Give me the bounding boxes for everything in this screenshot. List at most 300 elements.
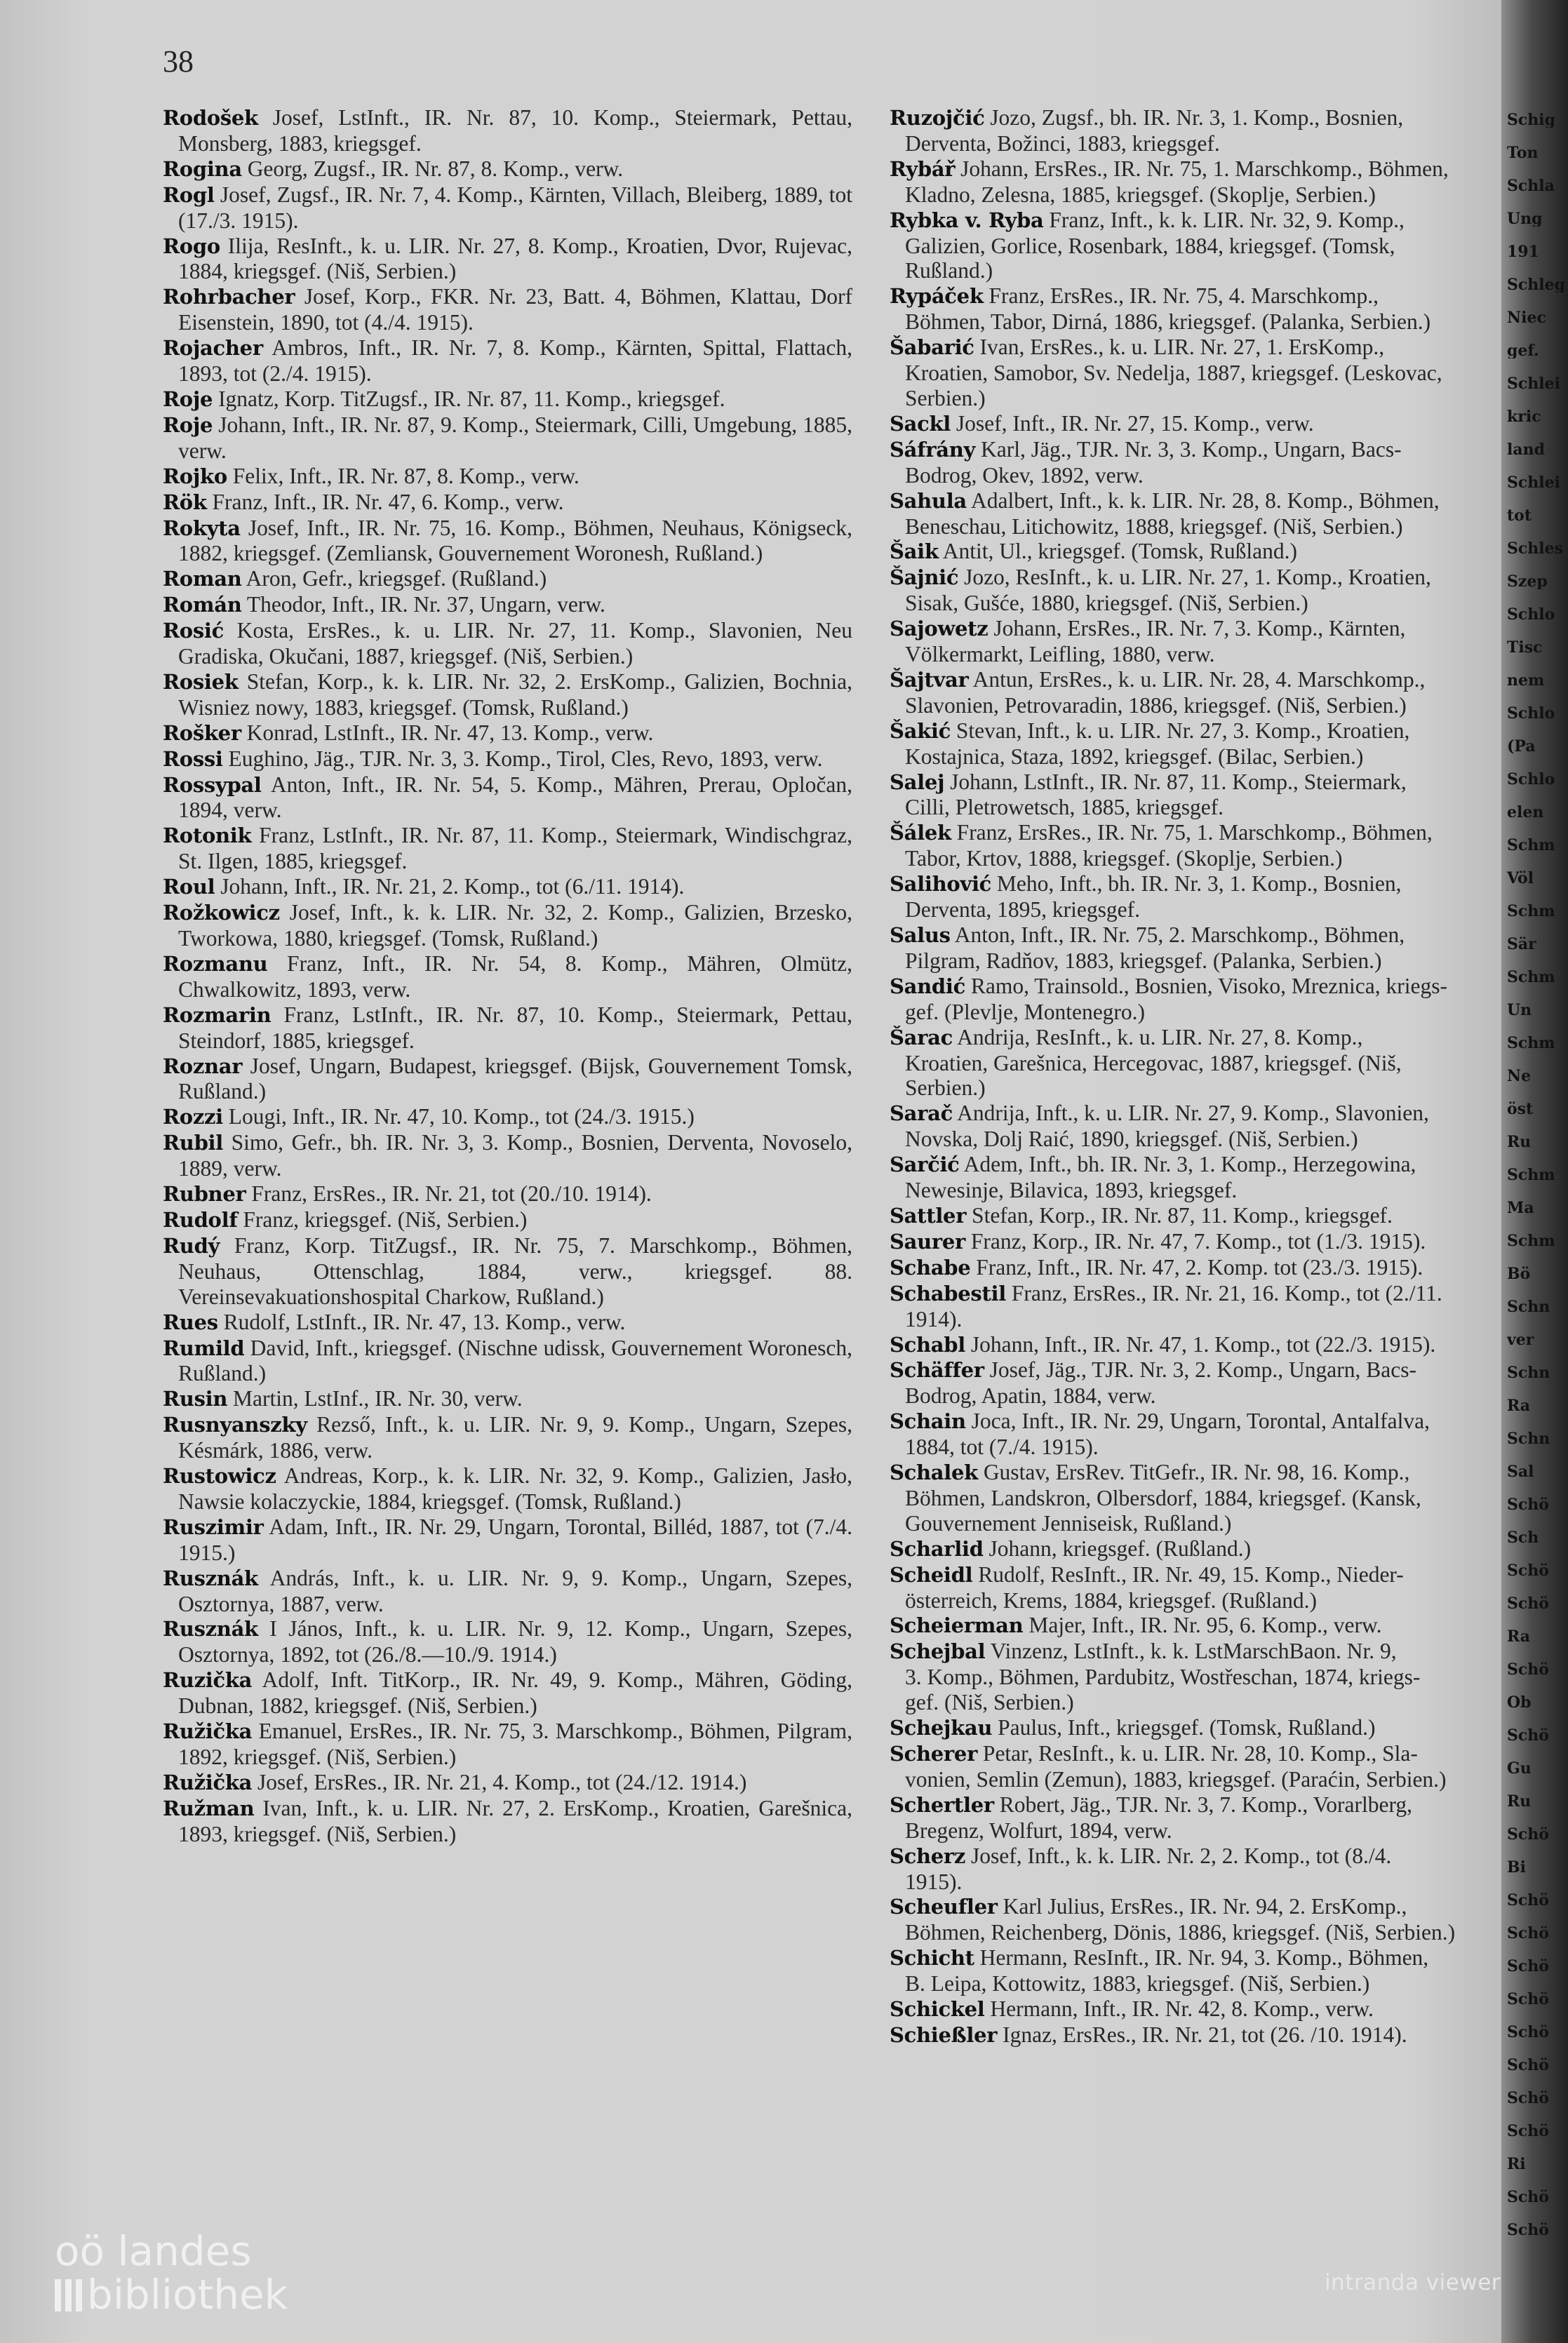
entry-details: Paulus, Inft., kriegsgef. (Tomsk, Rußland.) — [992, 1715, 1376, 1740]
register-entry — [163, 772, 852, 824]
entry-surname: Scherer — [890, 1742, 978, 1766]
next-page-fragment: Ton — [1507, 145, 1539, 161]
register-entry — [890, 463, 1521, 488]
entry-details: Antit, Ul., kriegsgef. (Tomsk, Rußland.) — [938, 539, 1298, 564]
next-page-fragment: Schig — [1507, 112, 1556, 128]
entry-details: Bodrog, Apatin, 1884, verw. — [905, 1383, 1156, 1409]
register-entry — [163, 669, 852, 720]
register-entry — [163, 1770, 852, 1796]
register-entry — [163, 1719, 852, 1770]
logo-bars-icon — [55, 2279, 83, 2311]
register-entry — [890, 1127, 1521, 1152]
entry-details: Johann, ErsRes., IR. Nr. 75, 1. Marschkomp., Böhmen, — [955, 156, 1449, 181]
entry-surname: Schabl — [890, 1332, 965, 1357]
entry-details: Galizien, Gorlice, Rosenbark, 1884, kriegsgef. (Tomsk, — [905, 233, 1395, 258]
next-page-fragment: land — [1507, 442, 1545, 457]
entry-details: Newesinje, Bilavica, 1893, kriegsgef. — [905, 1178, 1238, 1203]
next-page-fragment: Ung — [1507, 211, 1543, 227]
register-entry — [890, 208, 1521, 234]
entry-details: 1884, tot (7./4. 1915). — [905, 1435, 1099, 1460]
entry-surname: Šajnić — [890, 565, 959, 590]
register-entry — [163, 823, 852, 874]
page-number: 38 — [163, 44, 194, 79]
next-page-edge — [1501, 0, 1568, 2343]
register-entry — [163, 182, 852, 234]
entry-details: Franz, ErsRes., IR. Nr. 21, tot (20./10. 1914). — [246, 1181, 652, 1207]
register-entry — [890, 1357, 1521, 1383]
register-entry — [163, 1796, 852, 1847]
entry-details: Ivan, Inft., k. u. LIR. Nr. 27, 2. ErsKomp., Kroatien, Garešnica, 1893, kriegsgef. (Niš, Serbien.) — [178, 1795, 852, 1846]
entry-surname: Roznar — [163, 1054, 243, 1078]
next-page-fragment: ver — [1507, 1332, 1534, 1348]
register-entry — [890, 1767, 1521, 1792]
right-column — [890, 105, 1521, 2048]
next-page-fragment: Gu — [1507, 1761, 1532, 1776]
entry-details: Franz, ErsRes., IR. Nr. 21, 16. Komp., tot (2./11. — [1005, 1280, 1442, 1305]
register-entry — [890, 974, 1521, 1000]
entry-details: Adolf, Inft. TitKorp., IR. Nr. 49, 9. Komp., Mähren, Göding, Dubnan, 1882, kriegsgef. (Niš, Serbien.) — [178, 1667, 852, 1719]
next-page-fragment: Sch — [1507, 1530, 1539, 1545]
register-entry — [890, 1613, 1521, 1639]
register-entry — [890, 1665, 1521, 1690]
entry-surname: Rozmarin — [163, 1002, 272, 1027]
entry-surname: Sarčić — [890, 1153, 960, 1177]
register-entry — [163, 335, 852, 387]
entry-surname: Šaik — [890, 539, 939, 564]
register-entry — [163, 1566, 852, 1617]
entry-surname: Schejbal — [890, 1639, 986, 1664]
entry-surname: Rogina — [163, 156, 242, 181]
entry-details: Josef, Inft., IR. Nr. 27, 15. Komp., verw. — [951, 410, 1314, 436]
entry-details: Franz, Inft., IR. Nr. 47, 2. Komp. tot (23./3. 1915). — [970, 1254, 1423, 1280]
register-entry — [890, 820, 1521, 846]
register-entry — [163, 1002, 852, 1054]
register-entry — [890, 105, 1521, 131]
next-page-fragment: Szep — [1507, 574, 1548, 589]
register-entry — [163, 1181, 852, 1207]
next-page-fragment: Schn — [1507, 1431, 1550, 1446]
entry-details: österreich, Krems, 1884, kriegsgef. (Rußland.) — [905, 1587, 1317, 1613]
entry-surname: Rotonik — [163, 824, 252, 848]
entry-surname: Rudolf — [163, 1207, 238, 1232]
entry-surname: Šarac — [890, 1025, 953, 1049]
register-entry — [163, 720, 852, 746]
library-logo — [55, 2229, 288, 2316]
entry-surname: Ruzojčić — [890, 106, 985, 130]
entry-surname: Rošker — [163, 720, 241, 745]
register-entry — [163, 490, 852, 516]
entry-surname: Rubil — [163, 1131, 223, 1155]
entry-details: Franz, Inft., k. k. LIR. Nr. 32, 9. Komp., — [1043, 207, 1405, 232]
entry-details: Anton, Inft., IR. Nr. 75, 2. Marschkomp., Böhmen, — [950, 922, 1405, 947]
register-entry — [890, 616, 1521, 642]
entry-surname: Rožkowicz — [163, 901, 280, 925]
entry-details: Johann, Inft., IR. Nr. 47, 1. Komp., tot (22./3. 1915). — [965, 1331, 1436, 1357]
entry-surname: Schain — [890, 1409, 966, 1434]
entry-surname: Rumild — [163, 1336, 245, 1360]
entry-surname: Rossi — [163, 746, 223, 771]
entry-details: Franz, ErsRes., IR. Nr. 75, 4. Marschkomp., — [983, 283, 1379, 309]
register-entry — [890, 922, 1521, 948]
entry-details: Andreas, Korp., k. k. LIR. Nr. 32, 9. Komp., Galizien, Jasło, Nawsie kolaczyckie, 1884, kriegsgef. (Tomsk, Rußland.) — [178, 1463, 852, 1514]
entry-details: Kosta, ErsRes., k. u. LIR. Nr. 27, 11. Komp., Slavonien, Neu Gradiska, Okučani, 1887, kriegsgef. (Niš, Serbien.) — [178, 618, 852, 669]
entry-details: Johann, ErsRes., IR. Nr. 7, 3. Komp., Kärnten, — [988, 616, 1406, 641]
entry-surname: Ružička — [163, 1770, 253, 1794]
register-entry — [890, 1332, 1521, 1358]
register-entry — [163, 412, 852, 464]
entry-details: Anton, Inft., IR. Nr. 54, 5. Komp., Mähren, Prerau, Opločan, 1894, verw. — [178, 772, 852, 823]
entry-details: 1915). — [905, 1869, 963, 1894]
register-entry — [890, 1996, 1521, 2022]
entry-details: Johann, LstInft., IR. Nr. 87, 11. Komp., Steiermark, — [944, 769, 1407, 794]
entry-details: Serbien.) — [905, 1075, 986, 1101]
register-entry — [890, 156, 1521, 182]
register-entry — [890, 1536, 1521, 1562]
register-entry — [890, 1690, 1521, 1715]
register-entry — [163, 1386, 852, 1412]
entry-details: Gustav, ErsRev. TitGefr., IR. Nr. 98, 16. Komp., — [977, 1460, 1410, 1485]
entry-details: Josef, Korp., FKR. Nr. 23, Batt. 4, Böhmen, Klattau, Dorf Eisenstein, 1890, tot (4./4. 1915). — [178, 284, 852, 335]
entry-details: Ilija, ResInft., k. u. LIR. Nr. 27, 8. Komp., Kroatien, Dvor, Rujevac, 1884, kriegsgef. (Niš, Serbien.) — [178, 233, 852, 284]
next-page-fragment: Schö — [1507, 1827, 1549, 1842]
entry-details: Petar, ResInft., k. u. LIR. Nr. 28, 10. Komp., Sla- — [977, 1741, 1418, 1766]
next-page-fragment: Ri — [1507, 2156, 1526, 2172]
next-page-fragment: Schö — [1507, 1959, 1549, 1974]
entry-details: Josef, Inft., IR. Nr. 75, 16. Komp., Böhmen, Neuhaus, Königseck, 1882, kriegsgef. (Zemliansk, Gouvernement Woronesh, Rußland.) — [178, 515, 852, 566]
logo-line-1: oö landes — [55, 2227, 252, 2275]
entry-details: Joca, Inft., IR. Nr. 29, Ungarn, Torontal, Antalfalva, — [965, 1409, 1430, 1434]
register-entry — [163, 464, 852, 490]
entry-surname: Schertler — [890, 1792, 994, 1817]
entry-surname: Rubner — [163, 1182, 246, 1207]
register-entry — [163, 874, 852, 900]
next-page-fragment: Schm — [1507, 904, 1555, 919]
register-entry — [890, 871, 1521, 897]
entry-details: Emanuel, ErsRes., IR. Nr. 75, 3. Marschkomp., Böhmen, Pilgram, 1892, kriegsgef. (Niš, Serbien.) — [178, 1719, 852, 1769]
entry-details: Franz, Korp., IR. Nr. 47, 7. Komp., tot (1./3. 1915). — [965, 1228, 1426, 1254]
register-entry — [163, 156, 852, 182]
entry-surname: Rojko — [163, 464, 227, 488]
entry-details: Sisak, Gušće, 1880, kriegsgef. (Niš, Serbien.) — [905, 591, 1308, 616]
register-entry — [890, 488, 1521, 514]
entry-surname: Salej — [890, 770, 945, 794]
register-entry — [890, 361, 1521, 386]
next-page-fragment: Schm — [1507, 838, 1555, 853]
entry-surname: Saurer — [890, 1229, 966, 1254]
entry-surname: Rogo — [163, 234, 220, 258]
next-page-fragment: Schö — [1507, 1596, 1549, 1611]
register-entry — [890, 1409, 1521, 1435]
register-entry — [890, 258, 1521, 283]
register-entry — [163, 1233, 852, 1310]
entry-details: Josef, Zugsf., IR. Nr. 7, 4. Komp., Kärnten, Villach, Bleiberg, 1889, tot (17./3. 1915). — [178, 182, 852, 233]
next-page-fragment: elen — [1507, 805, 1544, 820]
next-page-fragment: Schö — [1507, 2057, 1549, 2073]
entry-details: Josef, Inft., k. k. LIR. Nr. 2, 2. Komp., tot (8./4. — [965, 1843, 1392, 1868]
entry-surname: Rogl — [163, 182, 215, 207]
entry-details: Josef, LstInft., IR. Nr. 87, 10. Komp., Steiermark, Pettau, Monsberg, 1883, kriegsgef. — [178, 105, 852, 156]
entry-details: B. Leipa, Kottowitz, 1883, kriegsgef. (Niš, Serbien.) — [905, 1971, 1370, 1996]
register-entry — [163, 746, 852, 772]
register-entry — [890, 411, 1521, 437]
next-page-fragment: Ru — [1507, 1134, 1532, 1150]
entry-surname: Rudý — [163, 1233, 220, 1258]
register-entry — [890, 234, 1521, 259]
entry-details: Tabor, Krtov, 1888, kriegsgef. (Skoplje, Serbien.) — [905, 846, 1343, 871]
entry-surname: Rusin — [163, 1387, 228, 1411]
entry-surname: Rybář — [890, 156, 956, 181]
entry-details: Karl, Jäg., TJR. Nr. 3, 3. Komp., Ungarn, Bacs- — [975, 436, 1402, 462]
entry-details: 3. Komp., Böhmen, Pardubitz, Wostřeschan, 1874, kriegs- — [905, 1665, 1421, 1690]
next-page-fragment: Bö — [1507, 1266, 1531, 1282]
entry-surname: Roje — [163, 387, 213, 411]
next-page-fragment: Schö — [1507, 1728, 1549, 1743]
register-entry — [890, 283, 1521, 309]
register-entry — [890, 693, 1521, 718]
entry-details: Kostajnica, Staza, 1892, kriegsgef. (Bilac, Serbien.) — [905, 744, 1364, 769]
register-entry — [890, 1562, 1521, 1588]
entry-details: gef. (Niš, Serbien.) — [905, 1690, 1074, 1715]
entry-details: Bodrog, Okev, 1892, verw. — [905, 462, 1144, 488]
entry-surname: Rosić — [163, 619, 224, 643]
entry-surname: Rusnyanszky — [163, 1413, 307, 1437]
viewer-label: intranda viewer — [1325, 2270, 1501, 2295]
register-entry — [163, 1336, 852, 1387]
next-page-fragment: Schleg — [1507, 277, 1566, 293]
entry-surname: Salus — [890, 923, 951, 947]
entry-details: gef. (Plevlje, Montenegro.) — [905, 999, 1146, 1024]
entry-surname: Schicht — [890, 1946, 974, 1971]
register-entry — [890, 1971, 1521, 1996]
entry-surname: Roman — [163, 567, 242, 591]
entry-surname: Scheierman — [890, 1613, 1024, 1638]
register-entry — [163, 1515, 852, 1566]
register-entry — [163, 1207, 852, 1233]
entry-details: Johann, kriegsgef. (Rußland.) — [983, 1536, 1252, 1561]
next-page-fragment: öst — [1507, 1101, 1534, 1117]
entry-details: Georg, Zugsf., IR. Nr. 87, 8. Komp., verw. — [241, 156, 624, 181]
register-entry — [890, 1025, 1521, 1051]
next-page-fragment: Niec — [1507, 310, 1546, 325]
register-entry — [890, 1792, 1521, 1818]
next-page-fragment: Schö — [1507, 1662, 1549, 1677]
entry-details: I János, Inft., k. u. LIR. Nr. 9, 12. Komp., Ungarn, Szepes, Osztornya, 1892, tot (26./8.—10./9. 1914.) — [178, 1616, 852, 1667]
entry-surname: Rozzi — [163, 1105, 223, 1129]
entry-details: Böhmen, Landskron, Olbersdorf, 1884, kriegsgef. (Kansk, — [905, 1485, 1421, 1510]
entry-surname: Sandić — [890, 974, 965, 998]
register-entry — [163, 284, 852, 335]
register-entry — [890, 131, 1521, 156]
register-entry — [163, 1667, 852, 1719]
next-page-fragment: kric — [1507, 409, 1541, 424]
register-entry — [890, 1152, 1521, 1178]
next-page-fragment: Schm — [1507, 1035, 1555, 1051]
entry-surname: Rypáček — [890, 284, 984, 309]
entry-details: Völkermarkt, Leifling, 1880, verw. — [905, 642, 1215, 667]
register-entry — [890, 1511, 1521, 1536]
entry-details: Aron, Gefr., kriegsgef. (Rußland.) — [241, 566, 547, 591]
logo-line-2: bibliothek — [87, 2271, 288, 2318]
register-entry — [890, 1894, 1521, 1920]
register-entry — [890, 1818, 1521, 1844]
register-entry — [890, 1178, 1521, 1203]
entry-details: András, Inft., k. u. LIR. Nr. 9, 9. Komp., Ungarn, Szepes, Osztornya, 1887, verw. — [178, 1565, 852, 1616]
next-page-fragment: Schö — [1507, 2222, 1549, 2238]
entry-details: Karl Julius, ErsRes., IR. Nr. 94, 2. ErsKomp., — [997, 1894, 1407, 1919]
entry-details: Ignaz, ErsRes., IR. Nr. 21, tot (26. /10. 1914). — [997, 2022, 1407, 2047]
register-entry — [890, 182, 1521, 208]
entry-details: Jozo, ResInft., k. u. LIR. Nr. 27, 1. Komp., Kroatien, — [958, 565, 1431, 590]
entry-surname: Rojacher — [163, 336, 263, 361]
entry-surname: Ružman — [163, 1796, 255, 1820]
entry-details: Franz, kriegsgef. (Niš, Serbien.) — [237, 1207, 528, 1232]
entry-details: Rezső, Inft., k. u. LIR. Nr. 9, 9. Komp., Ungarn, Szepes, Késmárk, 1886, verw. — [178, 1412, 852, 1463]
register-entry — [890, 1715, 1521, 1741]
next-page-fragment: Schö — [1507, 1992, 1549, 2007]
register-entry — [163, 1054, 852, 1105]
entry-surname: Schejkau — [890, 1716, 993, 1740]
next-page-fragment: Schlo — [1507, 772, 1555, 787]
next-page-fragment: Schn — [1507, 1365, 1550, 1381]
register-entry — [890, 1869, 1521, 1895]
next-page-fragment: Schm — [1507, 969, 1555, 985]
next-page-fragment: Schö — [1507, 2189, 1549, 2205]
entry-surname: Roje — [163, 412, 213, 437]
entry-details: Hermann, ResInft., IR. Nr. 94, 3. Komp., Böhmen, — [974, 1945, 1429, 1971]
entry-details: Rudolf, LstInft., IR. Nr. 47, 13. Komp., verw. — [217, 1309, 626, 1334]
register-entry — [890, 667, 1521, 693]
register-entry — [890, 948, 1521, 974]
entry-details: Bregenz, Wolfurt, 1894, verw. — [905, 1818, 1172, 1843]
entry-details: Ivan, ErsRes., k. u. LIR. Nr. 27, 1. ErsKomp., — [974, 335, 1385, 360]
left-column — [163, 105, 852, 1847]
entry-surname: Rues — [163, 1310, 218, 1334]
entry-surname: Scheidl — [890, 1562, 973, 1587]
next-page-fragment: Schn — [1507, 1299, 1550, 1315]
register-entry — [890, 1920, 1521, 1945]
entry-surname: Sáfrány — [890, 437, 976, 462]
entry-details: Ignatz, Korp. TitZugsf., IR. Nr. 87, 11. Komp., kriegsgef. — [213, 386, 725, 411]
register-entry — [890, 1588, 1521, 1613]
entry-surname: Scherz — [890, 1844, 966, 1868]
next-page-fragment: Ne — [1507, 1068, 1532, 1084]
next-page-fragment: Sär — [1507, 936, 1536, 952]
register-entry — [890, 386, 1521, 411]
register-entry — [163, 1130, 852, 1181]
entry-surname: Šálek — [890, 821, 951, 845]
entry-surname: Schabestil — [890, 1281, 1006, 1305]
register-entry — [163, 1412, 852, 1463]
next-page-fragment: Un — [1507, 1002, 1532, 1018]
register-entry — [890, 1255, 1521, 1281]
next-page-fragment: Schö — [1507, 1926, 1549, 1941]
next-page-fragment: Schles — [1507, 541, 1564, 556]
next-page-fragment: Bi — [1507, 1860, 1526, 1875]
entry-details: Johann, Inft., IR. Nr. 21, 2. Komp., tot (6./11. 1914). — [215, 874, 685, 899]
register-entry — [163, 900, 852, 951]
next-page-fragment: Ru — [1507, 1794, 1532, 1809]
entry-details: Böhmen, Tabor, Dirná, 1886, kriegsgef. (Palanka, Serbien.) — [905, 309, 1431, 335]
entry-details: Stefan, Korp., k. k. LIR. Nr. 32, 2. ErsKomp., Galizien, Bochnia, Wisniez nowy, 1883, kriegsgef. (Tomsk, Rußland.) — [178, 669, 852, 720]
entry-surname: Rustowicz — [163, 1464, 276, 1489]
register-entry — [163, 105, 852, 156]
entry-details: Robert, Jäg., TJR. Nr. 3, 7. Komp., Vorarlberg, — [993, 1792, 1413, 1817]
entry-details: Derventa, Božinci, 1883, kriegsgef. — [905, 130, 1220, 156]
entry-details: Vinzenz, LstInft., k. k. LstMarschBaon. Nr. 9, — [985, 1639, 1397, 1664]
next-page-fragment: Ra — [1507, 1629, 1531, 1644]
entry-surname: Sattler — [890, 1203, 967, 1228]
entry-surname: Rohrbacher — [163, 285, 295, 309]
register-entry — [890, 1741, 1521, 1767]
entry-details: Derventa, 1895, kriegsgef. — [905, 897, 1141, 922]
entry-surname: Rusznák — [163, 1566, 258, 1590]
entry-details: Franz, LstInft., IR. Nr. 87, 10. Komp., Steiermark, Pettau, Steindorf, 1885, kriegsgef. — [178, 1002, 852, 1053]
register-entry — [890, 1435, 1521, 1460]
register-entry — [163, 387, 852, 412]
next-page-fragment: Schm — [1507, 1233, 1555, 1249]
entry-details: Jozo, Zugsf., bh. IR. Nr. 3, 1. Komp., Bosnien, — [984, 105, 1404, 130]
entry-details: Martin, LstInf., IR. Nr. 30, verw. — [227, 1386, 523, 1411]
entry-surname: Schabe — [890, 1255, 971, 1280]
entry-details: Josef, Jäg., TJR. Nr. 3, 2. Komp., Ungarn, Bacs- — [984, 1357, 1416, 1383]
entry-surname: Schalek — [890, 1461, 978, 1485]
entry-surname: Rossypal — [163, 772, 262, 797]
entry-surname: Rodošek — [163, 106, 258, 130]
entry-details: Josef, Ungarn, Budapest, kriegsgef. (Bijsk, Gouvernement Tomsk, Rußland.) — [178, 1053, 852, 1104]
register-entry — [890, 1101, 1521, 1127]
entry-details: Franz, Inft., IR. Nr. 47, 6. Komp., verw. — [206, 489, 564, 514]
entry-details: Franz, Korp. TitZugsf., IR. Nr. 75, 7. Marschkomp., Böhmen, Neuhaus, Ottenschlag, 1884, verw., kriegsgef. 88. Vereinsevakuationshospital Charkow, Rußland.) — [178, 1233, 852, 1309]
next-page-fragment: 191 — [1507, 244, 1539, 260]
next-page-fragment: Ob — [1507, 1695, 1532, 1710]
entry-details: Majer, Inft., IR. Nr. 95, 6. Komp., verw. — [1023, 1613, 1382, 1638]
entry-details: Kroatien, Samobor, Sv. Nedelja, 1887, kriegsgef. (Leskovac, — [905, 361, 1442, 386]
entry-surname: Sahula — [890, 488, 967, 513]
entry-details: Simo, Gefr., bh. IR. Nr. 3, 3. Komp., Bosnien, Derventa, Novoselo, 1889, verw. — [178, 1130, 852, 1181]
entry-surname: Ružička — [163, 1719, 253, 1744]
next-page-fragment: (Pa — [1507, 739, 1536, 754]
entry-surname: Schickel — [890, 1997, 985, 2022]
next-page-fragment: Schö — [1507, 1563, 1549, 1578]
entry-details: Josef, ErsRes., IR. Nr. 21, 4. Komp., tot (24./12. 1914.) — [252, 1769, 747, 1794]
entry-details: David, Inft., kriegsgef. (Nischne udissk, Gouvernement Woronesch, Rußland.) — [178, 1335, 852, 1386]
register-entry — [890, 1000, 1521, 1025]
register-entry — [890, 718, 1521, 744]
register-entry — [890, 1460, 1521, 1486]
entry-surname: Sackl — [890, 411, 951, 436]
entry-surname: Šajtvar — [890, 667, 969, 692]
entry-details: Andrija, ResInft., k. u. LIR. Nr. 27, 8. Komp., — [952, 1024, 1363, 1049]
register-entry — [890, 1075, 1521, 1101]
entry-surname: Sajowetz — [890, 617, 989, 641]
entry-surname: Ruzička — [163, 1668, 253, 1693]
register-entry — [163, 951, 852, 1002]
register-entry — [163, 234, 852, 285]
entry-details: Felix, Inft., IR. Nr. 87, 8. Komp., verw. — [227, 463, 579, 488]
entry-surname: Román — [163, 593, 242, 617]
next-page-fragment: Tisc — [1507, 640, 1543, 655]
register-entry — [890, 2022, 1521, 2048]
register-entry — [890, 437, 1521, 463]
next-page-fragment: Schö — [1507, 2123, 1549, 2139]
register-entry — [890, 1383, 1521, 1409]
next-page-fragment: Schla — [1507, 178, 1555, 194]
register-entry — [163, 618, 852, 669]
entry-details: Stefan, Korp., IR. Nr. 87, 11. Komp., kriegsgef. — [966, 1202, 1393, 1228]
entry-surname: Rokyta — [163, 516, 241, 540]
entry-surname: Scharlid — [890, 1536, 984, 1561]
entry-details: Kroatien, Garešnica, Hercegovac, 1887, kriegsgef. (Niš, — [905, 1050, 1402, 1075]
